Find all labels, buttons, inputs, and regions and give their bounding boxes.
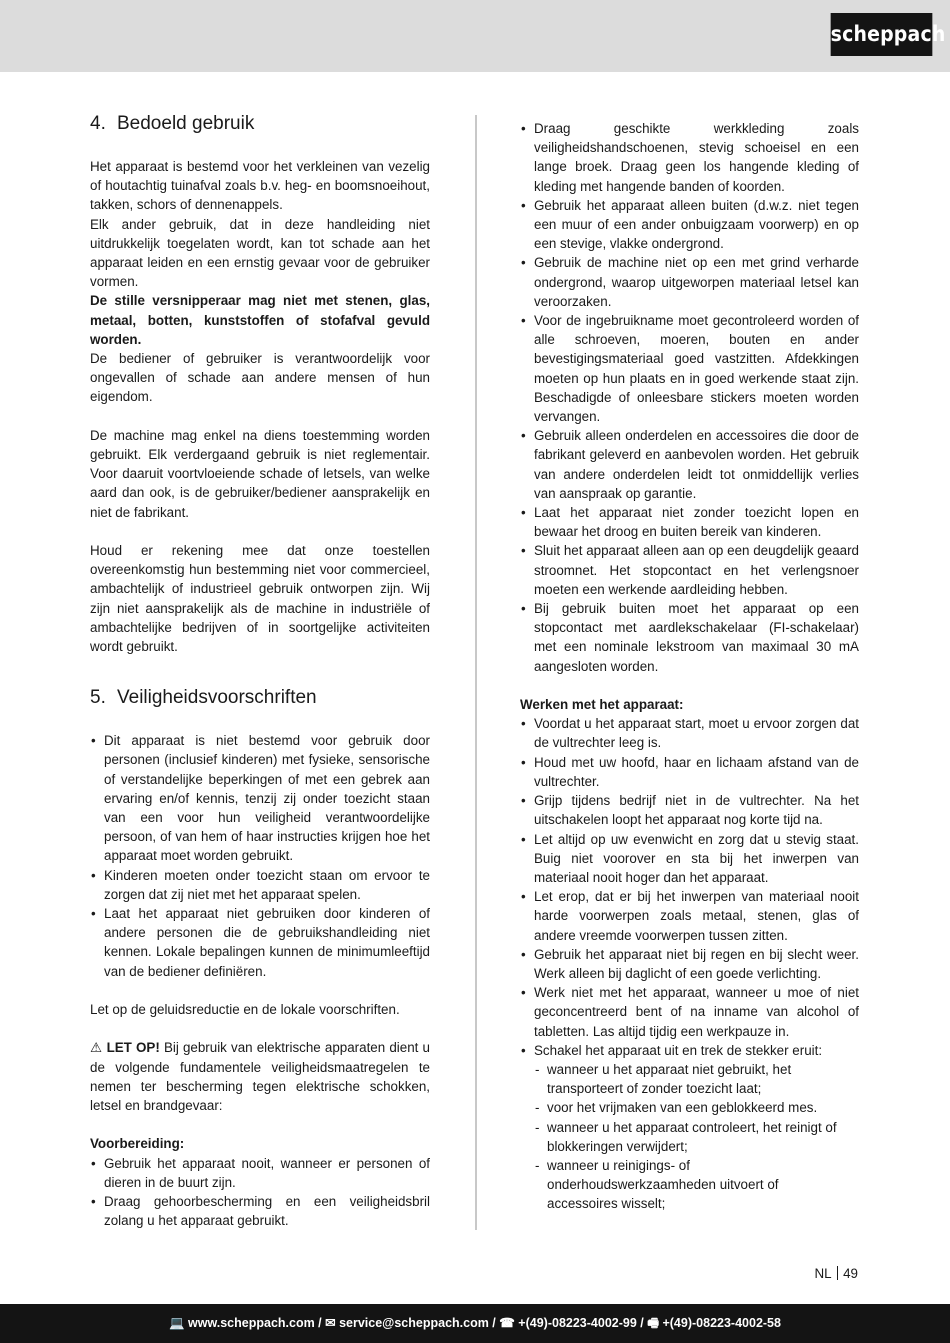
working-heading: Werken met het apparaat: <box>520 697 684 713</box>
sub-list-item: - wanneer u het apparaat niet gebruikt, het transporteert of zonder toezicht laat; <box>520 1060 859 1098</box>
list-item: • Kinderen moeten onder toezicht staan om ervoor te zorgen dat zij niet met het apparaat spelen. <box>90 866 430 904</box>
paragraph: De machine mag enkel na diens toestemming worden gebruikt. Elk verdergaand gebruik is niet reglementair. Voor daaruit voortvloeiende schade of letsels, van welke aard dan ook, is de gebruiker/bediener aansprakelijk en niet de fabrikant. <box>90 427 430 520</box>
list-item: • Gebruik alleen onderdelen en accessoires die door de fabrikant geleverd en aanbevolen worden. Het gebruik van andere onderdelen leidt tot onmiddellijk verlies van aanspraak op garantie. <box>520 426 859 503</box>
list-item: • Voordat u het apparaat start, moet u ervoor zorgen dat de vultrechter leeg is. <box>520 714 859 752</box>
section-5-heading: 5. Veiligheidsvoorschriften <box>90 687 317 709</box>
working-list <box>520 714 859 1213</box>
list-item: • Gebruik het apparaat nooit, wanneer er personen of dieren in de buurt zijn. <box>90 1154 430 1192</box>
list-item: • Bij gebruik buiten moet het apparaat op een stopcontact met aardlekschakelaar (FI-schakelaar) met een nominale lekstroom van maximaal 30 mA aangesloten worden. <box>520 599 859 676</box>
footer-contact-bar: 💻 www.scheppach.com / ✉ service@scheppach.com / ☎ +(49)-08223-4002-99 / 🖷 +(49)-08223-4002-58 <box>0 1304 950 1343</box>
list-item: • Sluit het apparaat alleen aan op een deugdelijk geaard stroomnet. Het stopcontact en het verlengsnoer moeten een werkende aardleiding hebben. <box>520 541 859 599</box>
warning-icon: ⚠ <box>90 1040 103 1056</box>
list-item: • Gebruik het apparaat niet bij regen en bij slecht weer. Werk alleen bij daglicht of een goede verlichting. <box>520 945 859 983</box>
list-item: • Dit apparaat is niet bestemd voor gebruik door personen (inclusief kinderen) met fysieke, sensorische of verstandelijke beperkingen of met een gebrek aan ervaring en/of kennis, tenzij zij onder toezicht staan van een voor hun veiligheid verantwoordelijke persoon, of van hem of haar instructies krijgen hoe het apparaat moet worden gebruikt. <box>90 731 430 865</box>
warning-paragraph: De stille versnipperaar mag niet met stenen, glas, metaal, botten, kunststoffen of stofafval gevuld worden. <box>90 293 430 347</box>
list-item: • Grijp tijdens bedrijf niet in de vultrechter. Na het uitschakelen loopt het apparaat nog korte tijd na. <box>520 791 859 829</box>
warning-block: ⚠ LET OP! Bij gebruik van elektrische apparaten dient u de volgende fundamentele veiligheidsmaatregelen te nemen ter bescherming tegen elektrische schokken, letsel en brandgevaar: <box>90 1040 430 1114</box>
list-item: • Werk niet met het apparaat, wanneer u moe of niet geconcentreerd bent of na inname van alcohol of tabletten. Las altijd tijdig een werkpauze in. <box>520 983 859 1041</box>
preparation-list <box>90 1154 430 1231</box>
left-column <box>90 112 430 1230</box>
section-4-heading: 4. Bedoeld gebruik <box>90 113 255 134</box>
sub-list-item: - voor het vrijmaken van een geblokkeerd mes. <box>520 1098 859 1117</box>
list-item: • Laat het apparaat niet zonder toezicht lopen en bewaar het droog en buiten bereik van kinderen. <box>520 503 859 541</box>
warning-label: LET OP! <box>106 1040 160 1056</box>
paragraph: Het apparaat is bestemd voor het verkleinen van vezelig of houtachtig tuinafval zoals b.v. heg- en boomsnoeihout, takken, schors of dennenappels. <box>90 159 430 213</box>
paragraph: Houd er rekening mee dat onze toestellen overeenkomstig hun bestemming niet voor commercieel, ambachtelijk of industrieel gebruik ontworpen zijn. Wij zijn niet aansprakelijk als de machine in industriële of ambachtelijke bedrijven of in soortgelijke activiteiten wordt gebruikt. <box>90 543 430 655</box>
list-item: • Let erop, dat er bij het inwerpen van materiaal nooit harde voorwerpen zoals metaal, stenen, glas of andere vreemde voorwerpen tussen zitten. <box>520 887 859 945</box>
paragraph: Elk ander gebruik, dat in deze handleiding niet uitdrukkelijk toegelaten wordt, kan tot schade aan het apparaat leiden en een ernstig gevaar voor de gebruiker vormen. <box>90 216 430 290</box>
sub-list-item: - wanneer u het apparaat controleert, het reinigt of blokkeringen verwijdert; <box>520 1118 859 1156</box>
preparation-heading: Voorbereiding: <box>90 1136 185 1152</box>
header-bar <box>0 0 950 72</box>
list-item: • Draag gehoorbescherming en een veiligheidsbril zolang u het apparaat gebruikt. <box>90 1192 430 1230</box>
list-item: • Gebruik het apparaat alleen buiten (d.w.z. niet tegen een muur of een ander onbuigzaam voorwerp) en op een stevige, vlakke ondergrond. <box>520 196 859 254</box>
list-item: • Let altijd op uw evenwicht en zorg dat u stevig staat. Buig niet voorover en sta bij het inwerpen van materiaal nooit hoger dan het apparaat. <box>520 830 859 888</box>
column-divider <box>475 115 477 1230</box>
preparation-list-continued <box>520 119 859 676</box>
safety-list <box>90 731 430 981</box>
list-item: • Voor de ingebruikname moet gecontroleerd worden of alle schroeven, moeren, bouten en ander bevestigingsmateriaal goed vastzitten. Afdekkingen moeten op hun plaats en in goed werkende staat zijn. Beschadigde of onleesbare stickers moeten worden vervangen. <box>520 311 859 426</box>
right-column <box>520 119 859 1214</box>
paragraph: De bediener of gebruiker is verantwoordelijk voor ongevallen of schade aan andere mensen of hun eigendom. <box>90 351 430 405</box>
list-item: • Schakel het apparaat uit en trek de stekker eruit: - wanneer u het apparaat niet gebruikt, het transporteert of zonder toezicht laat; - voor het vrijmaken van een geblokkeerd mes. - wanneer u het apparaat controleert, het reinigt of blokkeringen verwijdert; - wanneer u reinigings- of onderhoudswerkzaamheden uitvoert of accessoires wisselt; <box>520 1041 859 1214</box>
paragraph: Let op de geluidsreductie en de lokale voorschriften. <box>90 1002 400 1018</box>
scheppach-logo: scheppach <box>831 13 933 56</box>
page-number: NL 49 <box>814 1266 858 1281</box>
sub-list-item: - wanneer u reinigings- of onderhoudswerkzaamheden uitvoert of accessoires wisselt; <box>520 1156 787 1214</box>
list-item: • Gebruik de machine niet op een met grind verharde ondergrond, waarop uitgeworpen materiaal letsel kan veroorzaken. <box>520 253 859 311</box>
list-item: • Draag geschikte werkkleding zoals veiligheidshandschoenen, stevig schoeisel en een lange broek. Draag geen los hangende kleding of kleding met hangende banden of koorden. <box>520 119 859 196</box>
list-item: • Laat het apparaat niet gebruiken door kinderen of andere personen die de gebruikshandleiding niet kennen. Lokale bepalingen kunnen de minimumleeftijd van de bediener definiëren. <box>90 904 430 981</box>
list-item: • Houd met uw hoofd, haar en lichaam afstand van de vultrechter. <box>520 753 859 791</box>
unplug-sublist <box>520 1060 859 1214</box>
